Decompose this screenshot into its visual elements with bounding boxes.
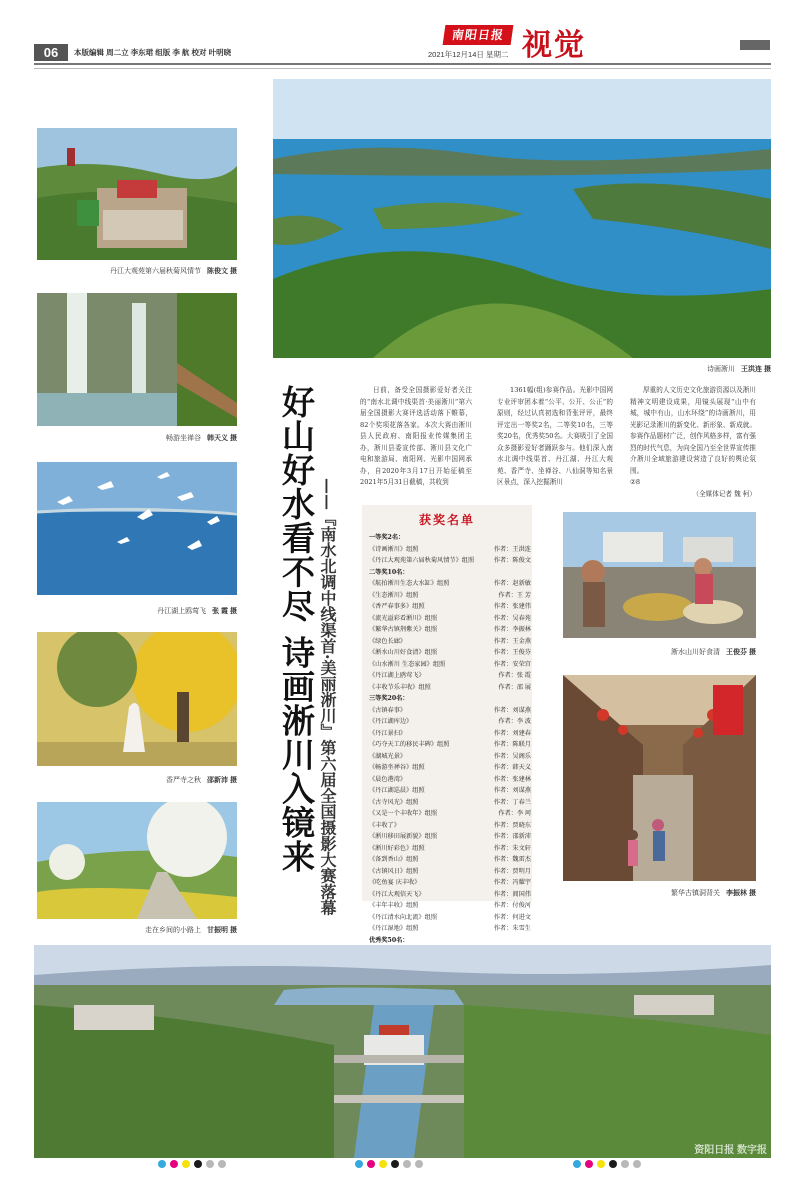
article-column-1: 日前，备受全国摄影爱好者关注的“南水北调中线渠首·美丽淅川”第六届全国摄影大赛评选活动落下帷幕，82个奖项花落各家。本次大赛由淅川县人民政府、南阳报业传媒集团主办，淅川县委宣传部、淅川县文化广电和旅游局、南阳网、光影中国网承办，自2020年3月17日开始征稿至2021年5月31日截稿，共收到 xyxy=(360,386,472,486)
photo-festival xyxy=(37,128,237,260)
registration-dot xyxy=(218,1160,226,1168)
winner-author: 作者：邵新沛 xyxy=(493,833,531,840)
winner-row xyxy=(369,601,531,613)
winner-work: 《生态淅川》组照 xyxy=(369,591,419,599)
registration-dot xyxy=(170,1160,178,1168)
photo-gulls xyxy=(37,462,237,595)
winner-row xyxy=(369,728,531,740)
winners-group-header: 一等奖2名： xyxy=(369,534,405,541)
photo-ancient-town xyxy=(563,675,756,881)
winner-author: 作者：丁春兰 xyxy=(493,798,531,806)
registration-dot xyxy=(367,1160,375,1168)
registration-dot xyxy=(391,1160,399,1168)
photo-canal-panorama xyxy=(34,945,771,1158)
winner-row xyxy=(369,682,531,694)
winner-work: 《古寺风光》组照 xyxy=(369,798,419,806)
registration-dot xyxy=(597,1160,605,1168)
winner-row xyxy=(369,647,531,659)
issue-date: 2021年12月14日 星期二 xyxy=(428,50,509,59)
winner-author: 作者：陈联月 xyxy=(493,741,531,748)
caption-food-market: 淅水山川好食清 王俊芬 摄 xyxy=(671,648,756,656)
winner-work: 《备到香山》组照 xyxy=(369,856,419,863)
registration-dots-left xyxy=(158,1160,226,1168)
photo-food-market xyxy=(563,512,756,638)
headline: 好山好水看不尽 诗画淅川入镜来 xyxy=(277,385,316,874)
winner-work: 《丹江大观苑第六届秋菊风情节》组照 xyxy=(369,557,475,564)
winner-work: 《航拍淅川生态大水缸》组照 xyxy=(369,580,450,587)
winner-work: 《丹江景扫》 xyxy=(369,729,407,737)
winner-author: 作者：魏雷杰 xyxy=(493,856,531,863)
winner-work: 《丰收了》 xyxy=(369,821,400,829)
winner-row xyxy=(369,705,531,717)
winner-work: 《古镇风日》组照 xyxy=(369,867,419,875)
winners-group-header: 二等奖10名： xyxy=(369,568,409,576)
registration-dot xyxy=(585,1160,593,1168)
winners-list xyxy=(369,532,531,958)
winner-work: 《丹江湖上鸥莺飞》 xyxy=(369,672,425,679)
registration-dot xyxy=(355,1160,363,1168)
caption-waterfall: 畅游坐禅谷 韩天义 摄 xyxy=(166,434,237,442)
winner-row xyxy=(369,831,531,843)
winner-row xyxy=(369,785,531,797)
registration-dot xyxy=(158,1160,166,1168)
section-title: 视觉 xyxy=(522,28,586,63)
winner-author: 作者：刘谋燕 xyxy=(493,706,531,714)
registration-dots-right xyxy=(573,1160,641,1168)
winner-row xyxy=(369,544,531,556)
winner-work: 《淅川移田展新貌》组照 xyxy=(369,833,438,840)
header-rule xyxy=(34,63,771,65)
winner-row xyxy=(369,613,531,625)
winner-work: 《畅游坐禅谷》组照 xyxy=(369,764,425,771)
corner-bar xyxy=(740,40,770,50)
photo-ginkgo xyxy=(37,632,237,766)
article-column-3: 厚重的人文历史文化旅游资源以及淅川精神文明建设成果，用镜头展现“山中有城，城中有山，山水环绕”的诗画淅川，用光影记录淅川的新变化、新形象、新成就。参赛作品题材广泛，创作风格多样，富有强烈的时代气息，为向全国乃至全世界宣传推介淅川全域旅游建设营造了良好的舆论氛围。 ②8 （全媒体记者 魏 柯） xyxy=(630,385,756,500)
winner-work: 《又是一个丰收年》组照 xyxy=(369,810,438,817)
winner-author: 作者：韩天义 xyxy=(493,764,531,771)
winner-author: 作者：朱文轩 xyxy=(493,844,531,852)
winner-work: 《丰收节乐丰收》组照 xyxy=(369,683,431,691)
winner-row xyxy=(369,762,531,774)
winner-row xyxy=(369,854,531,866)
winner-author: 作者：刘建春 xyxy=(493,729,531,737)
winner-work: 《淅川好彩色》组照 xyxy=(369,844,425,852)
winner-author: 作者：李 珂 xyxy=(498,810,531,817)
article-column-2: 1361幅(组)参赛作品。光影中国网专业评审团本着“公平、公开、公正”的原则，经过认真初选和背张评评，最终评定出一等奖2名，二等奖10名，三等奖20名，优秀奖50名。大赛吸引了全国众多摄影爱好者踊跃参与。他们深入南水北调中线渠首、丹江湖、丹江大观苑、香严寺、坐禅谷、八仙洞等知名景区景点，深入挖掘淅川 xyxy=(497,386,613,486)
photo-waterfall xyxy=(37,293,237,426)
page-number: 06 xyxy=(34,44,68,61)
winner-row xyxy=(369,590,531,602)
winner-work: 《流光溢彩看淅川》组照 xyxy=(369,614,438,622)
article-mark: ②8 xyxy=(630,478,641,486)
winner-work: 《丹江湖巡晨》组照 xyxy=(369,787,425,794)
winner-author: 作者：何进文 xyxy=(493,913,531,921)
winner-author: 作者：冯耀宇 xyxy=(493,879,531,886)
registration-dot xyxy=(403,1160,411,1168)
header-rule-thin xyxy=(34,68,771,69)
winner-work: 《山水淅川 生态家园》组照 xyxy=(369,660,446,668)
winner-row xyxy=(369,624,531,636)
winner-author: 作者：王 芳 xyxy=(498,591,531,599)
winner-work: 《淅水山川好食清》组照 xyxy=(369,649,438,656)
winner-author: 作者：李振林 xyxy=(493,626,531,633)
winners-group-header: 三等奖20名： xyxy=(369,695,409,702)
winner-row xyxy=(369,820,531,832)
newspaper-logo: 南阳日报 xyxy=(443,25,514,45)
winner-row xyxy=(369,774,531,786)
winner-author: 作者：吴阁乐 xyxy=(493,752,531,760)
registration-dot xyxy=(194,1160,202,1168)
winner-author: 作者：陈俊文 xyxy=(493,557,531,564)
caption-ancient-town: 繁华古镇洞背关 李振林 摄 xyxy=(671,889,756,897)
registration-dot xyxy=(379,1160,387,1168)
winner-row xyxy=(369,670,531,682)
registration-dot xyxy=(621,1160,629,1168)
winner-author: 作者：李 波 xyxy=(498,718,531,725)
editor-credits: 本版编辑 周二立 李东珺 组版 李 航 校对 叶明晓 xyxy=(74,48,232,57)
winner-row xyxy=(369,808,531,820)
winner-work: 《古镇春事》 xyxy=(369,706,407,714)
winner-row xyxy=(369,923,531,935)
winner-row xyxy=(369,866,531,878)
registration-dot xyxy=(206,1160,214,1168)
winner-row xyxy=(369,555,531,567)
winner-author: 作者：朱雪生 xyxy=(493,925,531,932)
winner-author: 作者：张 霞 xyxy=(498,672,531,679)
winner-work: 《丹江清水向北流》组照 xyxy=(369,913,438,921)
caption-festival: 丹江大观苑第六届秋菊风情节 陈俊文 摄 xyxy=(110,267,237,275)
winner-work: 《巧夺天工的移民丰碑》组照 xyxy=(369,741,450,748)
winner-author: 作者：阎国伟 xyxy=(493,890,531,898)
winner-row xyxy=(369,716,531,728)
winners-group-header: 优秀奖50名： xyxy=(369,936,409,944)
winner-author: 作者：邵 展 xyxy=(498,683,531,691)
registration-dot xyxy=(415,1160,423,1168)
watermark: 资阳日报 数字报 xyxy=(694,1145,767,1156)
registration-dot xyxy=(609,1160,617,1168)
winner-row xyxy=(369,843,531,855)
caption-poetic-xichuan: 诗画淅川 王洪连 摄 xyxy=(707,365,771,373)
winner-author: 作者：王洪连 xyxy=(493,545,531,553)
winner-author: 作者：安荣宫 xyxy=(493,660,531,668)
winner-author: 作者：张建伟 xyxy=(493,603,531,610)
photo-country-road xyxy=(37,802,237,919)
winner-row xyxy=(369,659,531,671)
winner-work: 《诗画淅川》组照 xyxy=(369,545,419,553)
winner-row xyxy=(369,578,531,590)
winner-author: 作者：贾明月 xyxy=(493,867,531,875)
winner-author: 作者：王俊芬 xyxy=(493,649,531,656)
caption-gulls: 丹江湖上鸥莺飞 张 霞 摄 xyxy=(157,607,237,615)
winner-row xyxy=(369,877,531,889)
winner-author: 作者：吴春苑 xyxy=(493,614,531,622)
article-signature: （全媒体记者 魏 柯） xyxy=(692,489,756,498)
winner-author: 作者：张建林 xyxy=(493,775,531,783)
winner-row xyxy=(369,797,531,809)
winner-work: 《吃鱼宴 庆丰收》 xyxy=(369,879,421,886)
winner-row xyxy=(369,636,531,648)
winner-work: 《绿色长廊》 xyxy=(369,637,407,645)
registration-dot xyxy=(573,1160,581,1168)
winner-work: 《丰年丰收》组照 xyxy=(369,902,419,909)
winner-row xyxy=(369,889,531,901)
winner-work: 《湖城光景》 xyxy=(369,752,407,760)
winner-work: 《香严春事多》组照 xyxy=(369,603,425,610)
winner-work: 《晨色港湾》 xyxy=(369,775,407,783)
photo-poetic-xichuan xyxy=(273,79,771,358)
winner-work: 《丹江湖库边》 xyxy=(369,718,413,725)
winner-row xyxy=(369,912,531,924)
winner-row xyxy=(369,739,531,751)
winner-author: 作者：贾晓东 xyxy=(493,821,531,829)
winner-work: 《丹江湿地》组照 xyxy=(369,925,419,932)
winner-work: 《繁华古镇荆紫关》组照 xyxy=(369,626,438,633)
registration-dot xyxy=(182,1160,190,1168)
registration-dot xyxy=(633,1160,641,1168)
subheadline: ——『南水北调中线渠首·美丽淅川』第六届全国摄影大赛落幕 xyxy=(318,478,337,916)
winners-title: 获奖名单 xyxy=(418,513,475,527)
winner-row xyxy=(369,751,531,763)
winner-author: 作者：王金燕 xyxy=(493,637,531,645)
winner-author: 作者：赵新敏 xyxy=(493,580,531,587)
caption-ginkgo: 香严寺之秋 邵新沛 摄 xyxy=(166,776,237,784)
caption-country-road: 走在乡间的小路上 甘振明 摄 xyxy=(145,926,237,934)
winner-work: 《丹江大观信天飞》 xyxy=(369,890,425,898)
winner-row xyxy=(369,900,531,912)
winner-author: 作者：付俊河 xyxy=(493,902,531,909)
winner-author: 作者：刘谋燕 xyxy=(493,787,531,794)
registration-dots-center xyxy=(355,1160,423,1168)
